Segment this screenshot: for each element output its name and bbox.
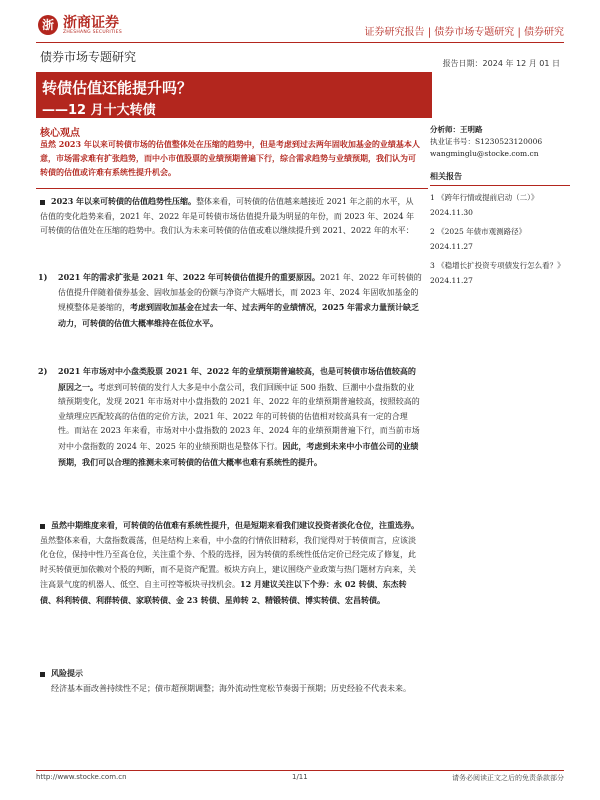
- header-divider: [36, 42, 564, 43]
- core-view-body: 虽然 2023 年以来可转债市场的估值整体处在压缩的趋势中，但是考虑到过去两年固收加基金的业绩基本人意，市场需求难有扩张趋势，而中小市值股票的业绩预期普遍下行，综合需求趋势与业绩预期，我们认为可转债的估值或许难有系统性提升机会。: [40, 139, 420, 177]
- bullet-square-icon: [40, 524, 45, 529]
- title-banner: [36, 72, 432, 118]
- logo-name: 浙商证券: [63, 14, 119, 31]
- sidebar: [430, 124, 570, 288]
- sub-number: 1): [38, 272, 48, 282]
- footer-disclaimer: 请务必阅读正文之后的免责条款部分: [452, 774, 564, 782]
- report-subtitle: ——12 月十大转债: [42, 103, 156, 118]
- bullet-tail: 12 月建议关注以下个券：永 02 转债、东杰转债、科利转债、利群转债、家联转债、金 23 转债、星帅转 2、精锻转债、博实转债、宏昌转债。: [40, 579, 407, 605]
- bullet-recommendation: [40, 518, 420, 609]
- footer-url[interactable]: http://www.stocke.com.cn: [36, 773, 127, 781]
- company-logo: [38, 14, 122, 36]
- core-view-heading: 核心观点: [40, 128, 80, 139]
- core-divider: [36, 188, 428, 189]
- report-category-nav: 证券研究报告 | 债券市场专题研究 | 债券研究: [364, 27, 564, 38]
- sub-body: 2021 年、2022 年可转债的估值提升伴随着债券基金、固收加基金的份额与净资产大幅增长，而 2023 年、2024 年固收加基金的规模整体是萎缩的，: [58, 273, 422, 313]
- logo-mark: 浙: [38, 15, 58, 35]
- page-number: 1/11: [292, 773, 308, 781]
- risk-heading: 风险提示: [51, 668, 83, 678]
- related-reports-heading: 相关报告: [430, 170, 570, 186]
- analyst-email[interactable]: wangminglu@stocke.com.cn: [430, 149, 539, 158]
- sub-number: 2): [38, 366, 48, 376]
- analyst-label: 分析师：: [430, 125, 460, 134]
- sub-head: 2021 年市场对中小盘类股票 2021 年、2022 年的业绩预期普遍较高，也是可转债市场估值较高的原因之一。: [58, 366, 416, 392]
- logo-english: ZHESHANG SECURITIES: [63, 29, 122, 35]
- bullet-square-icon: [40, 672, 45, 677]
- footer-divider: [36, 770, 564, 771]
- related-report-item[interactable]: 1 《跨年行情或提前启动（二）》 2024.11.30: [430, 193, 539, 217]
- risk-body: 经济基本面改善持续性不足；债市超预期调整；海外流动性宽松节奏弱于预期；历史经验不代表未来。: [51, 683, 411, 693]
- bullet-head: 虽然中期维度来看，可转债的估值难有系统性提升，但是短期来看我们建议投资者淡化仓位，注重选券。: [51, 520, 419, 530]
- risk-warning: [40, 666, 420, 696]
- sub-point-earnings: [38, 364, 422, 470]
- bullet-valuation-trend: [40, 194, 420, 239]
- bullet-body: 虽然整体来看，大盘指数震荡，但是结构上来看，中小盘的行情依旧精彩，我们觉得对于转债而言，应该淡化仓位，保持中性乃至高仓位，关注重个券、个股的选择，因为转债的系统性低估定价已经完成了修复，此时买转债更加依赖对个股的判断，而不是资产配置。板块方向上，建议围绕产业政策与热门题材方向来，关注高景气度的机器人、低空、自主可控等板块寻找机会。: [40, 535, 416, 590]
- sub-tail: 因此，考虑到未来中小市值公司的业绩预期，我们可以合理的推测未来可转债的估值大概率也难有系统性的提升。: [58, 440, 419, 467]
- analyst-name: 王明路: [460, 125, 483, 134]
- bullet-head: 2023 年以来可转债的估值趋势性压缩。: [51, 196, 197, 206]
- report-title: 转债估值还能提升吗？: [42, 79, 193, 97]
- sub-tail: 考虑到固收加基金在过去一年、过去两年的业绩情况，2025 年需求力量预计缺乏动力，可转债的估值大概率维持在低位水平。: [58, 302, 420, 328]
- bullet-square-icon: [40, 200, 45, 205]
- sub-point-demand: [38, 270, 422, 331]
- related-report-item[interactable]: 3 《稳增长扩投资专项债发行怎么看？》 2024.11.27: [430, 261, 565, 285]
- report-date: 报告日期：2024 年 12 月 01 日: [442, 59, 560, 68]
- analyst-certificate: 执业证书号：S1230523120006: [430, 137, 543, 146]
- related-report-item[interactable]: 2 《2025 年债市观测路径》 2024.11.27: [430, 227, 527, 251]
- bullet-body: 整体来看，可转债的估值越来越接近 2021 年之前的水平，从估值的变化趋势来看，2021 年、2022 年是可转债市场估值提升最为明显的年份，而 2023 年、2024 年可转债的估值处在压缩的趋势中。我们认为未来可转债的估值或难以继续提升到 2021、2022 年的水平：: [40, 197, 415, 236]
- sub-body: 考虑到可转债的发行人大多是中小盘公司，我们回顾中证 500 指数、巨潮中小盘指数的业绩预期变化，发现 2021 年市场对中小盘指数的 2021 年、2022 年的业绩预期普遍较高，按照较高的业绩理应匹配较高的估值的定价方法，2021 年、2022 年的可转债的估值相对较高具有一定的合理性。而站在 2023 年来看，市场对中小盘指数的 2023 年、2024 年的业绩预期普遍下行，而当前市场对中小盘指数的 2024 年、2025 年的业绩预期也是整体下行。: [58, 382, 420, 451]
- sub-head: 2021 年的需求扩张是 2021 年、2022 年可转债估值提升的重要原因。: [58, 272, 320, 282]
- series-title: 债券市场专题研究: [40, 50, 137, 64]
